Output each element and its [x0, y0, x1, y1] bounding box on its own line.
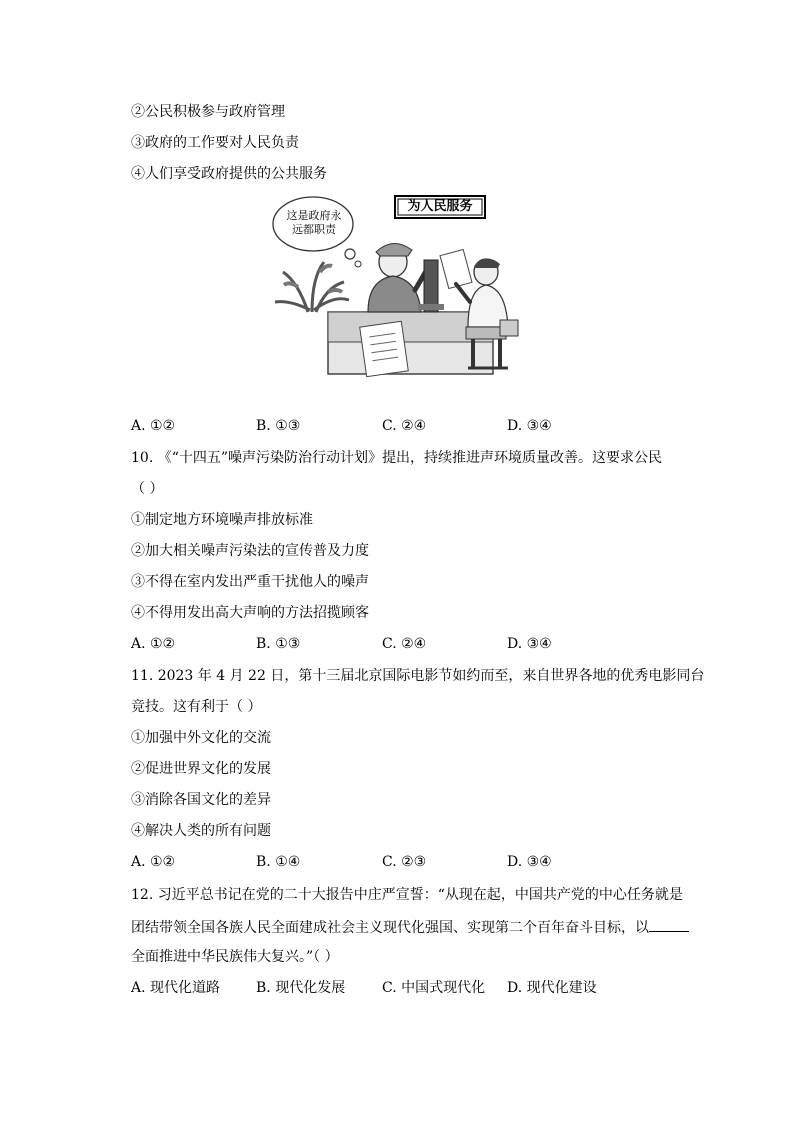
- q10-item-2: ②加大相关噪声污染法的宣传普及力度: [131, 543, 369, 559]
- q11-option-b[interactable]: B. ①④: [256, 854, 301, 870]
- q11-item-3: ③消除各国文化的差异: [131, 792, 271, 808]
- q9-option-a[interactable]: A. ①②: [131, 418, 176, 434]
- answer-blank[interactable]: [649, 917, 689, 932]
- bubble-text: [278, 209, 350, 237]
- q9-item-3: ③政府的工作要对人民负责: [131, 135, 299, 151]
- q11-stem-line-1: 11. 2023 年 4 月 22 日，第十三届北京国际电影节如约而至，来自世界各地的优秀电影同台: [131, 668, 705, 684]
- sign-text: 为人民服务: [407, 199, 473, 214]
- q9-item-4: ④人们享受政府提供的公共服务: [131, 166, 327, 182]
- bubble-line-1: 这是政府永: [286, 209, 342, 222]
- q10-option-c[interactable]: C. ②④: [382, 636, 427, 652]
- bubble-line-2: 远都职责: [292, 223, 336, 236]
- q10-option-b[interactable]: B. ①③: [256, 636, 301, 652]
- q11-option-a[interactable]: A. ①②: [131, 854, 176, 870]
- q11-option-d[interactable]: D. ③④: [507, 854, 552, 870]
- q12-option-b[interactable]: B. 现代化发展: [256, 980, 346, 996]
- q11-option-c[interactable]: C. ②③: [382, 854, 427, 870]
- q11-item-4: ④解决人类的所有问题: [131, 823, 271, 839]
- q12-stem-line-2: 团结带领全国各族人民全面建成社会主义现代化强国、实现第二个百年奋斗目标，以: [131, 920, 649, 936]
- q10-item-1: ①制定地方环境噪声排放标准: [131, 512, 313, 528]
- q9-option-b[interactable]: B. ①③: [256, 418, 301, 434]
- service-cartoon: [268, 192, 530, 382]
- q9-option-c[interactable]: C. ②④: [382, 418, 427, 434]
- q12-stem-line-1: 12. 习近平总书记在党的二十大报告中庄严宣誓：“从现在起，中国共产党的中心任务就是: [131, 887, 683, 903]
- q12-stem-line-2-wrap: [131, 917, 689, 937]
- q12-option-d[interactable]: D. 现代化建设: [507, 980, 597, 996]
- q11-item-2: ②促进世界文化的发展: [131, 761, 271, 777]
- q12-option-c[interactable]: C. 中国式现代化: [382, 980, 486, 996]
- q10-option-a[interactable]: A. ①②: [131, 636, 176, 652]
- q11-stem-line-2: 竞技。这有利于（ ）: [131, 699, 262, 715]
- q9-item-2: ②公民积极参与政府管理: [131, 104, 285, 120]
- q10-item-4: ④不得用发出高大声响的方法招揽顾客: [131, 605, 369, 621]
- q10-option-d[interactable]: D. ③④: [507, 636, 552, 652]
- q10-stem-line-2: （ ）: [131, 481, 164, 497]
- q9-option-d[interactable]: D. ③④: [507, 418, 552, 434]
- q11-item-1: ①加强中外文化的交流: [131, 730, 271, 746]
- q10-item-3: ③不得在室内发出严重干扰他人的噪声: [131, 574, 369, 590]
- q10-stem-line-1: 10. 《“十四五”噪声污染防治行动计划》提出，持续推进声环境质量改善。这要求公民: [131, 450, 663, 466]
- q12-stem-line-3: 全面推进中华民族伟大复兴。”（ ）: [131, 949, 339, 965]
- q12-option-a[interactable]: A. 现代化道路: [131, 980, 221, 996]
